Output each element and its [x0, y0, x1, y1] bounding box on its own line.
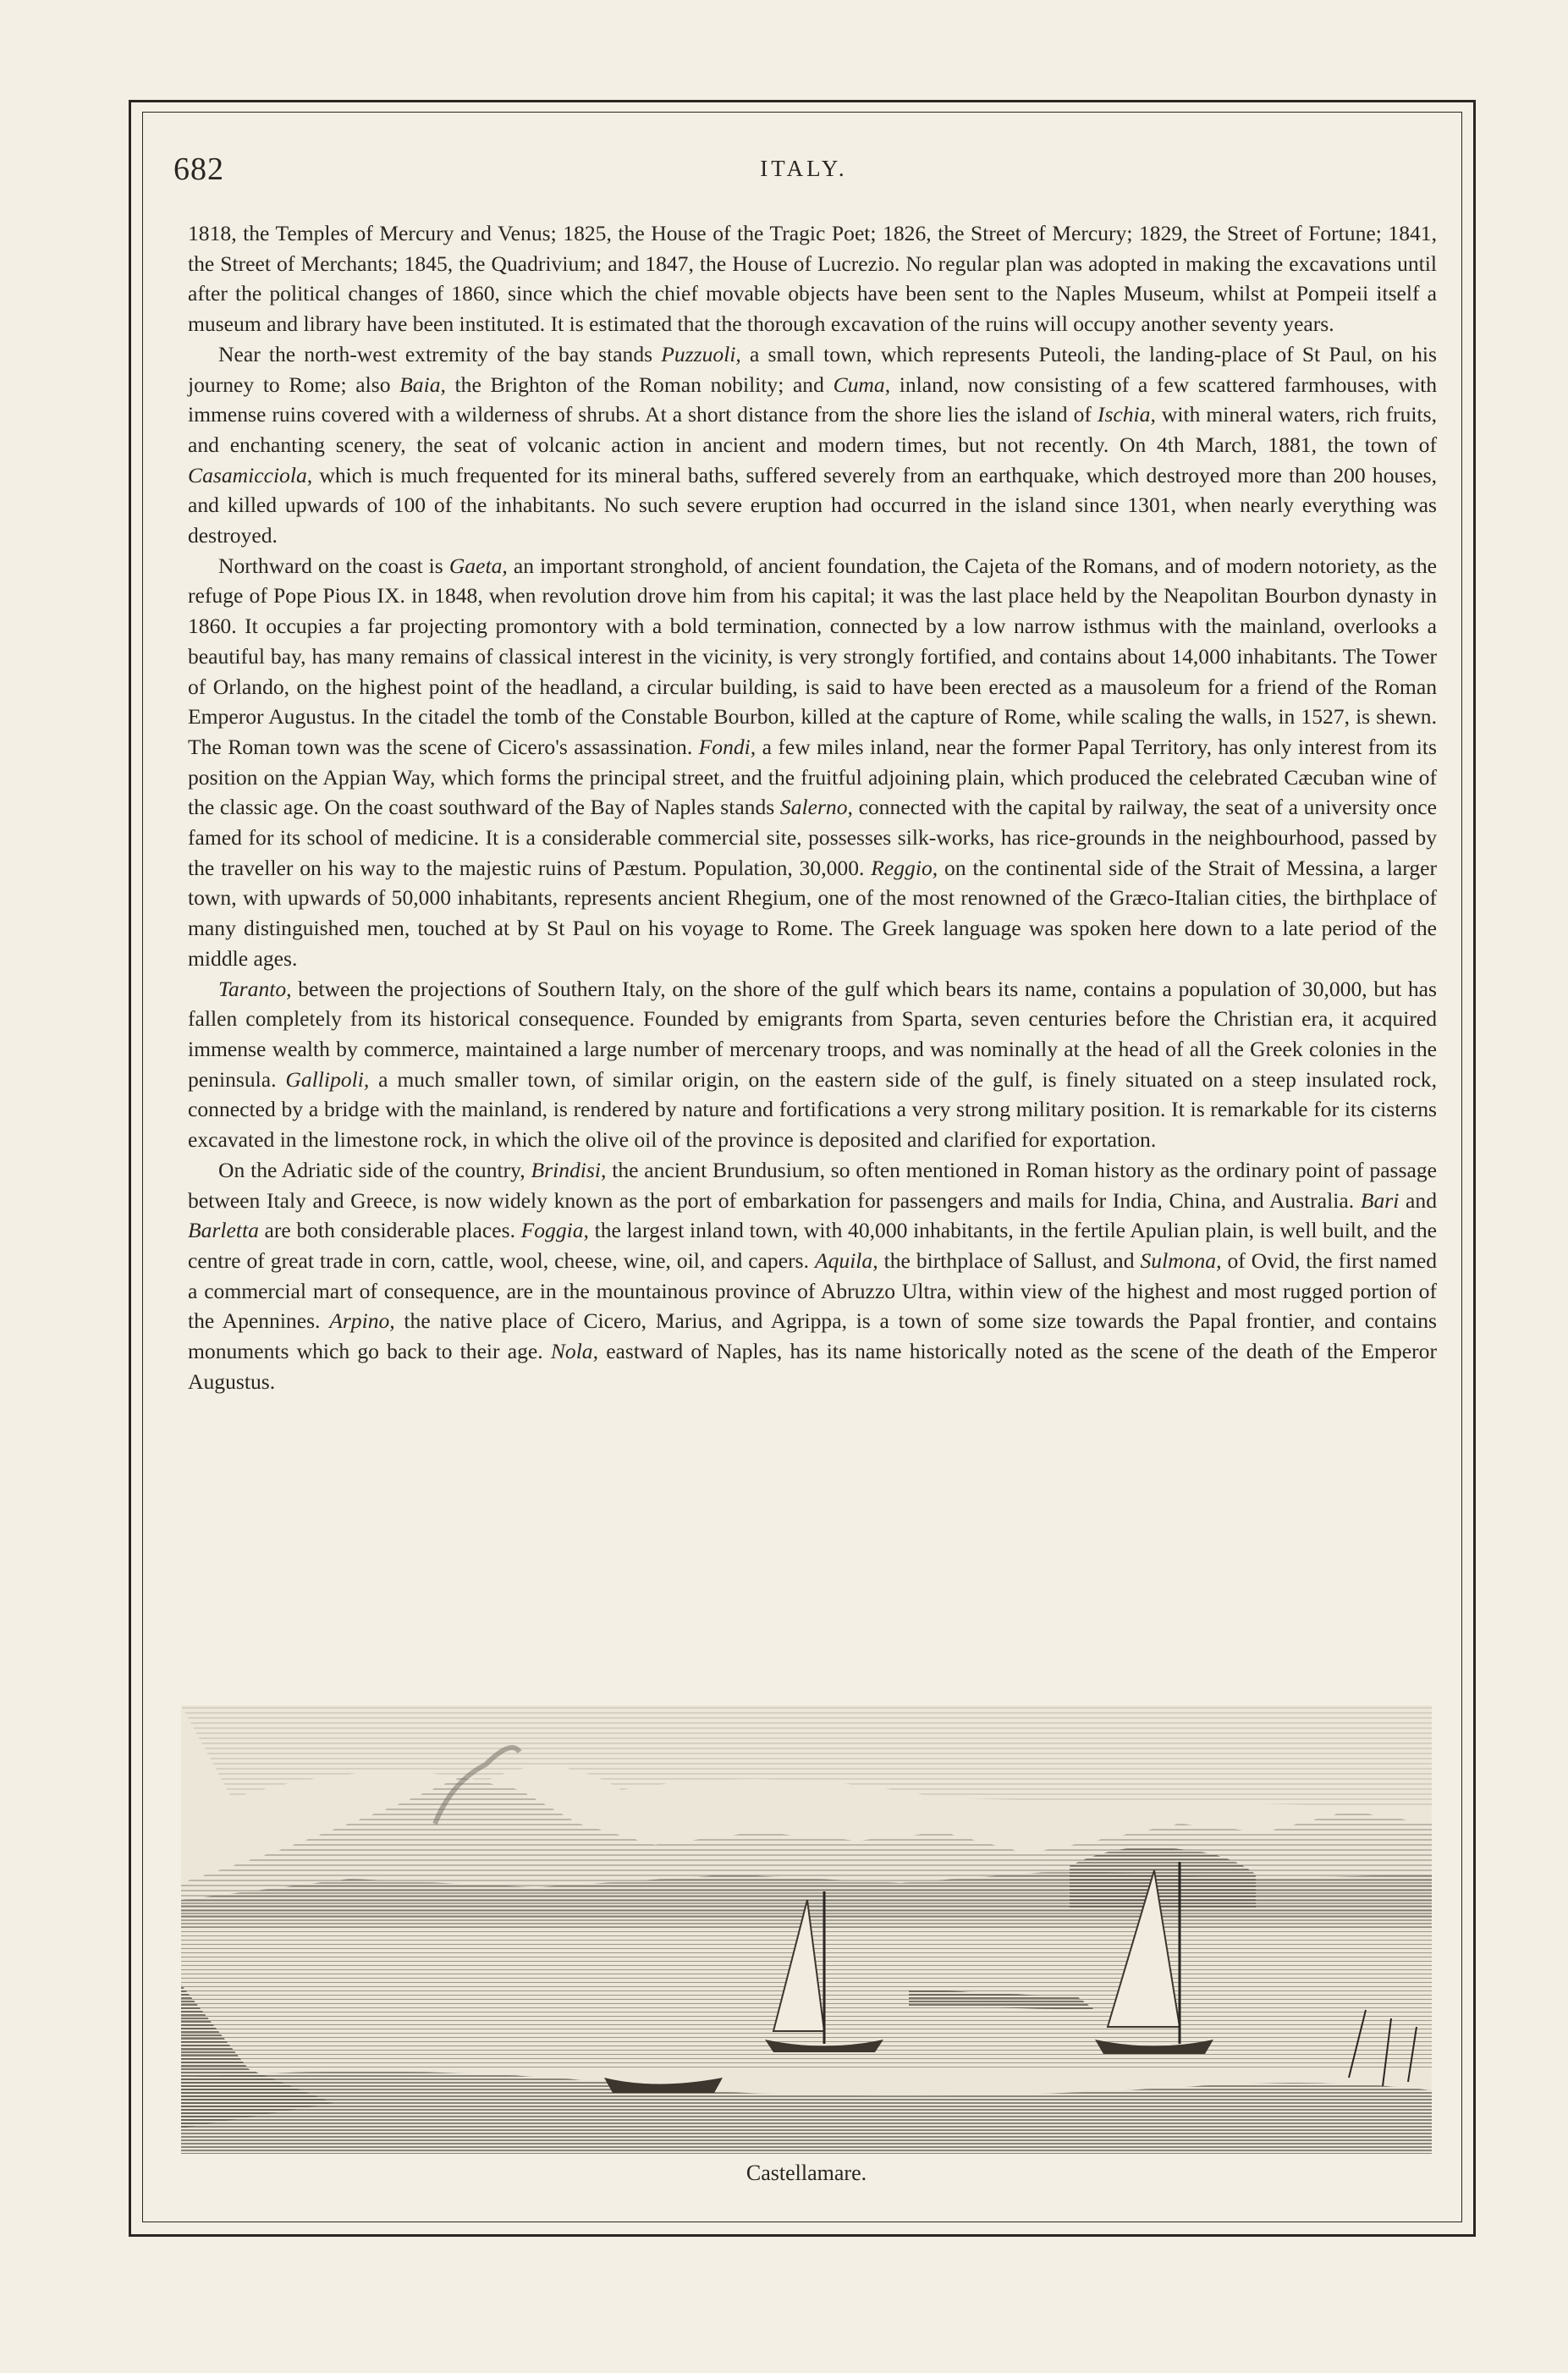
- text-run: on the continental side of the Strait of Messina, a larger town, with upwards of 50,000 inhabitants, represents ancient Rhegium, one of the most renowned of the Græco-Italian cities, the birthplace of many distinguished men, touched at by St Paul on his voyage to Rome. The Greek language was spoken here down to a late period of the middle ages.: [188, 855, 1437, 971]
- place-name: Barletta: [188, 1218, 259, 1243]
- place-name: Taranto,: [218, 976, 292, 1001]
- place-name: Ischia,: [1097, 402, 1156, 427]
- place-name: Foggia,: [520, 1218, 589, 1243]
- figure-caption: Castellamare.: [745, 2161, 867, 2185]
- place-name: Gaeta,: [448, 553, 508, 578]
- running-head: ITALY.: [760, 156, 848, 181]
- paragraph-3: [188, 551, 1437, 974]
- text-run: a much smaller town, of similar origin, on the eastern side of the gulf, is finely situated on a steep insulated rock, connected by a bridge with the mainland, is rendered by nature and fortifications a very strong military position. It is remarkable for its cisterns excavated in the limestone rock, in which the olive oil of the province is deposited and clarified for exportation.: [188, 1066, 1437, 1153]
- place-name: Gallipoli,: [285, 1066, 370, 1092]
- paragraph-4: [188, 974, 1437, 1155]
- text-run: which is much frequented for its mineral baths, suffered severely from an earthquake, which destroyed more than 200 houses, and killed upwards of 100 of the inhabitants. No such severe eruption had occurred in the island since 1301, when nearly everything was destroyed.: [188, 462, 1437, 548]
- text-run: an important stronghold, of ancient foundation, the Cajeta of the Romans, and of modern notoriety, as the refuge of Pope Pious IX. in 1848, when revolution drove him from his capital; it was the last place held by the Neapolitan Bourbon dynasty in 1860. It occupies a far projecting promontory with a bold termination, connected by a low narrow isthmus with the mainland, overlooks a beautiful bay, has many remains of classical interest in the vicinity, is very strongly fortified, and contains about 14,000 inhabitants. The Tower of Orlando, on the highest point of the headland, a circular building, is said to have been erected as a mausoleum for a friend of the Roman Emperor Augustus. In the citadel the tomb of the Constable Bourbon, killed at the capture of Rome, while scaling the walls, in 1527, is shewn. The Roman town was the scene of Cicero's assassination.: [188, 553, 1437, 759]
- text-run: and: [1399, 1187, 1437, 1213]
- text-run: On the Adriatic side of the country,: [218, 1157, 531, 1182]
- place-name: Puzzuoli,: [661, 341, 741, 366]
- text-run: a small town, which represents Puteoli, the landing-place of St Paul, on his journey to Rome; also: [188, 341, 1437, 397]
- page-header: [173, 151, 1434, 193]
- text-run: between the projections of Southern Italy, on the shore of the gulf which bears its name, contains a population of 30,000, but has fallen completely from its historical consequence. Founded by emigrants from Sparta, seven centuries before the Christian era, it acquired immense wealth by commerce, maintained a large number of mercenary troops, and was nominally at the head of all the Greek colonies in the peninsula.: [188, 976, 1437, 1092]
- body-text: [188, 218, 1437, 1396]
- place-name: Fondi,: [698, 734, 756, 759]
- paragraph-2: [188, 339, 1437, 551]
- place-name: Casamicciola,: [188, 462, 313, 487]
- text-run: Northward on the coast is: [218, 553, 449, 578]
- engraving-castellamare: [181, 1705, 1432, 2154]
- place-name: Baia,: [399, 372, 446, 397]
- place-name: Cuma,: [833, 372, 891, 397]
- place-name: Arpino,: [329, 1308, 395, 1334]
- place-name: Reggio,: [871, 855, 938, 880]
- text-run: the Brighton of the Roman nobility; and: [445, 372, 834, 397]
- text-run: are both considerable places.: [258, 1218, 521, 1243]
- text-run: the native place of Cicero, Marius, and Agrippa, is a town of some size towards the Papal frontier, and contains monuments which go back to their age.: [188, 1308, 1438, 1364]
- paragraph-5: [188, 1155, 1437, 1397]
- text-run: with mineral waters, rich fruits, and enchanting scenery, the seat of volcanic action in ancient and modern times, but not recently. On 4th March, 1881, the town of: [188, 402, 1437, 457]
- place-name: Salerno,: [779, 795, 853, 820]
- harbor-scene-illustration: [181, 1705, 1432, 2154]
- text-run: inland, now consisting of a few scattered farmhouses, with immense ruins covered with a wilderness of shrubs. At a short distance from the shore lies the island of: [188, 372, 1438, 427]
- place-name: Aquila,: [814, 1247, 878, 1273]
- text-run: the largest inland town, with 40,000 inhabitants, in the fertile Apulian plain, is well built, and the centre of great trade in corn, cattle, wool, cheese, wine, oil, and capers.: [188, 1218, 1437, 1273]
- place-name: Bari: [1360, 1187, 1400, 1213]
- place-name: Nola,: [550, 1339, 599, 1364]
- text-run: Near the north-west extremity of the bay stands: [218, 341, 662, 366]
- text-run: eastward of Naples, has its name historically noted as the scene of the death of the Emperor Augustus.: [188, 1339, 1437, 1394]
- place-name: Sulmona,: [1140, 1247, 1222, 1273]
- text-run: of Ovid, the first named a commercial mart of consequence, are in the mountainous province of Abruzzo Ultra, within view of the highest and most rugged portion of the Apennines.: [188, 1247, 1438, 1334]
- place-name: Brindisi,: [531, 1157, 607, 1182]
- text-run: the ancient Brundusium, so often mentioned in Roman history as the ordinary point of passage between Italy and Greece, is now widely known as the port of embarkation for passengers and mails for India, China, and Australia.: [188, 1157, 1437, 1213]
- text-run: connected with the capital by railway, the seat of a university once famed for its school of medicine. It is a considerable commercial site, possesses silk-works, has rice-grounds in the neighbourhood, passed by the traveller on his way to the majestic ruins of Pæstum. Population, 30,000.: [188, 795, 1438, 880]
- page-number: 682: [173, 151, 224, 187]
- text-run: a few miles inland, near the former Papal Territory, has only interest from its position on the Appian Way, which forms the principal street, and the fruitful adjoining plain, which produced the celebrated Cæcuban wine of the classic age. On the coast southward of the Bay of Naples stands: [188, 734, 1437, 820]
- paragraph-1: [188, 218, 1437, 339]
- paragraph-1-text: 1818, the Temples of Mercury and Venus; 1825, the House of the Tragic Poet; 1826, the Street of Mercury; 1829, the Street of Fortune; 1841, the Street of Merchants; 1845, the Quadrivium; and 1847, the House of Lucrezio. No regular plan was adopted in making the excavations until after the political changes of 1860, since which the chief movable objects have been sent to the Naples Museum, whilst at Pompeii itself a museum and library have been instituted. It is estimated that the thorough excavation of the ruins will occupy another seventy years.: [188, 221, 1437, 337]
- text-run: the birthplace of Sallust, and: [878, 1247, 1141, 1273]
